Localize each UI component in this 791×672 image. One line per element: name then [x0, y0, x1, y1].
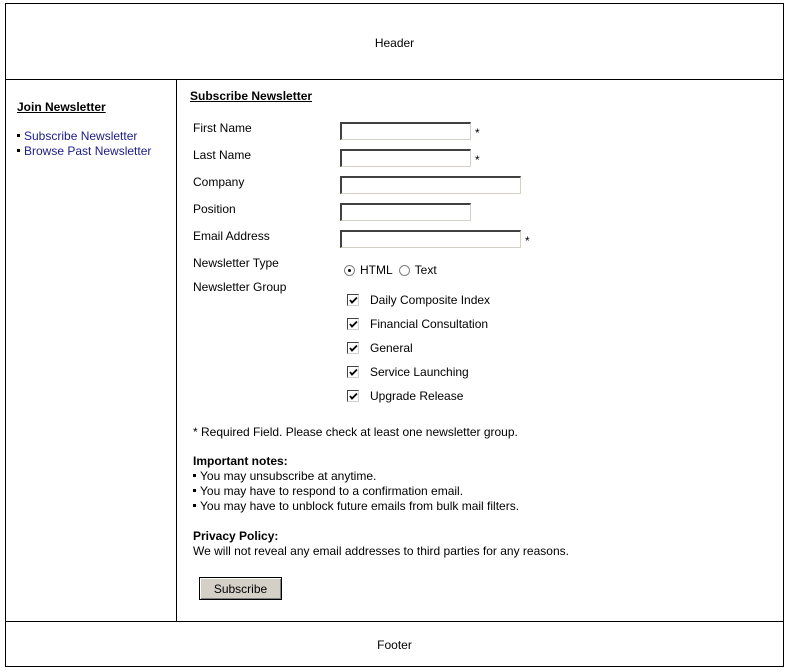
- main-content: [177, 80, 783, 621]
- radio-text-label[interactable]: Text: [414, 263, 437, 277]
- checkmark-icon: [349, 344, 358, 353]
- company-label: Company: [193, 175, 245, 189]
- radio-text[interactable]: [399, 265, 410, 276]
- company-field[interactable]: [340, 176, 521, 194]
- note-text: You may have to respond to a confirmation email.: [200, 484, 464, 498]
- sidebar-title: Join Newsletter: [17, 100, 106, 114]
- page-frame: [5, 3, 784, 667]
- note-item: [193, 499, 519, 514]
- newsletter-group-list: [347, 288, 490, 408]
- checkbox-service-launching[interactable]: [347, 366, 359, 378]
- checkmark-icon: [349, 296, 358, 305]
- newsletter-type-label: Newsletter Type: [193, 256, 279, 270]
- newsletter-group-label: Newsletter Group: [193, 280, 287, 294]
- sidebar-link-subscribe-newsletter[interactable]: [17, 129, 151, 144]
- footer-text: Footer: [377, 638, 412, 652]
- checkmark-icon: [349, 368, 358, 377]
- sidebar-link-browse-past-newsletter[interactable]: [17, 144, 151, 159]
- checkbox-row: [347, 312, 490, 336]
- first-name-field[interactable]: [340, 122, 471, 140]
- note-text: You may have to unblock future emails from bulk mail filters.: [200, 499, 520, 513]
- sidebar-link-label: Browse Past Newsletter: [24, 144, 152, 158]
- subscribe-button[interactable]: Subscribe: [199, 577, 282, 600]
- position-field[interactable]: [340, 203, 471, 221]
- bullet-icon: [193, 504, 196, 507]
- checkbox-label[interactable]: Upgrade Release: [370, 389, 464, 403]
- newsletter-type-group: [344, 263, 437, 277]
- privacy-title: Privacy Policy:: [193, 529, 279, 543]
- checkbox-row: [347, 360, 490, 384]
- bullet-icon: [17, 134, 20, 137]
- note-item: [193, 469, 519, 484]
- important-notes: [193, 454, 519, 514]
- required-note: * Required Field. Please check at least one newsletter group.: [193, 425, 518, 439]
- checkmark-icon: [349, 320, 358, 329]
- required-marker: *: [475, 126, 480, 140]
- checkbox-label[interactable]: Service Launching: [370, 365, 469, 379]
- footer: [6, 621, 783, 667]
- checkbox-row: [347, 336, 490, 360]
- note-item: [193, 484, 519, 499]
- last-name-field[interactable]: [340, 149, 471, 167]
- first-name-label: First Name: [193, 121, 252, 135]
- radio-html-label[interactable]: HTML: [360, 263, 393, 277]
- email-label: Email Address: [193, 229, 270, 243]
- bullet-icon: [17, 149, 20, 152]
- email-field[interactable]: [340, 230, 521, 248]
- form-title: Subscribe Newsletter: [190, 89, 313, 103]
- checkbox-upgrade-release[interactable]: [347, 390, 359, 402]
- checkbox-label[interactable]: Financial Consultation: [370, 317, 489, 331]
- sidebar: [6, 80, 177, 621]
- radio-html[interactable]: [344, 265, 355, 276]
- checkbox-label[interactable]: General: [370, 341, 413, 355]
- header: [6, 4, 783, 80]
- required-marker: *: [525, 234, 530, 248]
- checkbox-label[interactable]: Daily Composite Index: [370, 293, 491, 307]
- checkmark-icon: [349, 392, 358, 401]
- sidebar-link-label: Subscribe Newsletter: [24, 129, 138, 143]
- checkbox-general[interactable]: [347, 342, 359, 354]
- checkbox-financial-consultation[interactable]: [347, 318, 359, 330]
- checkbox-row: [347, 384, 490, 408]
- position-label: Position: [193, 202, 236, 216]
- important-notes-title: Important notes:: [193, 454, 288, 468]
- note-text: You may unsubscribe at anytime.: [200, 469, 377, 483]
- sidebar-links: [17, 129, 151, 159]
- last-name-label: Last Name: [193, 148, 252, 162]
- checkbox-row: [347, 288, 490, 312]
- privacy-text: We will not reveal any email addresses to third parties for any reasons.: [193, 544, 569, 558]
- privacy-policy: [193, 529, 569, 559]
- checkbox-daily-composite-index[interactable]: [347, 294, 359, 306]
- required-marker: *: [475, 153, 480, 167]
- header-text: Header: [374, 36, 415, 50]
- bullet-icon: [193, 474, 196, 477]
- bullet-icon: [193, 489, 196, 492]
